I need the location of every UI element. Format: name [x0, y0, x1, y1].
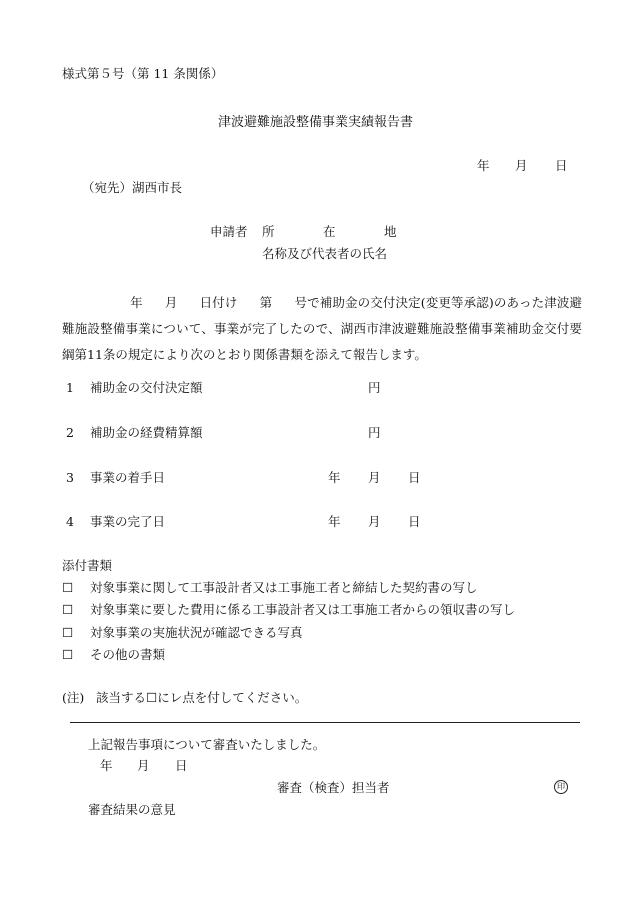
body-year: 年 [130, 295, 143, 310]
address-char-2: 在 [323, 224, 336, 239]
item-4-number: 4 [66, 514, 74, 529]
item-4-year: 年 [328, 514, 341, 529]
review-day: 日 [175, 758, 188, 773]
item-4-day: 日 [408, 514, 421, 529]
item-3-month: 月 [368, 470, 381, 485]
attachment-item-contract: 対象事業に関して工事設計者又は工事施工者と締結した契約書の写し [90, 580, 478, 595]
review-statement: 上記報告事項について審査いたしました。 [88, 737, 326, 752]
date-month: 月 [515, 158, 528, 173]
divider-line [70, 722, 580, 723]
item-3-year: 年 [328, 470, 341, 485]
attachment-item-receipt: 対象事業に要した費用に係る工事設計者又は工事施工者からの領収書の写し [90, 602, 516, 617]
date-year: 年 [477, 158, 490, 173]
item-3-day: 日 [408, 470, 421, 485]
item-4-month: 月 [368, 514, 381, 529]
review-opinion-label: 審査結果の意見 [88, 802, 176, 817]
item-3-number: 3 [66, 470, 74, 485]
address-char-1: 所 [262, 224, 275, 239]
review-officer-label: 審査（検査）担当者 [277, 780, 390, 795]
item-4-label: 事業の完了日 [90, 514, 166, 529]
attachment-checkbox[interactable]: ☐ [62, 647, 74, 662]
date-day: 日 [555, 158, 568, 173]
item-2-unit: 円 [368, 425, 381, 440]
seal-icon: 印 [554, 780, 568, 794]
body-paragraph [62, 290, 582, 368]
representative-name-label: 名称及び代表者の氏名 [262, 246, 388, 261]
applicant-label: 申請者 [210, 224, 248, 239]
body-number-prefix: 第 [259, 295, 273, 310]
item-2-number: 2 [66, 425, 74, 440]
review-year: 年 [100, 758, 113, 773]
item-2-label: 補助金の経費精算額 [90, 425, 203, 440]
attachment-checkbox[interactable]: ☐ [62, 580, 74, 595]
body-text: 号で補助金の交付決定(変更等承認)のあった津波避難施設整備事業について、事業が完了したので、湖西市津波避難施設整備事業補助金交付要綱第11条の規定により次のとおり関係書類を添えて報告します。 [62, 295, 582, 362]
attachment-checkbox[interactable]: ☐ [62, 602, 74, 617]
item-3-label: 事業の着手日 [90, 470, 166, 485]
attachment-checkbox[interactable]: ☐ [62, 625, 74, 640]
attachments-heading: 添付書類 [62, 558, 113, 573]
item-1-label: 補助金の交付決定額 [90, 380, 203, 395]
item-1-unit: 円 [368, 380, 381, 395]
note-text: 該当する☐にレ点を付してください。 [96, 690, 308, 705]
body-day-suffix: 日付け [199, 295, 238, 310]
review-month: 月 [137, 758, 150, 773]
attachment-item-photos: 対象事業の実施状況が確認できる写真 [90, 625, 303, 640]
note-prefix: (注) [62, 690, 85, 705]
addressee: （宛先）湖西市長 [82, 180, 183, 195]
form-number: 様式第５号（第 11 条関係） [62, 66, 224, 81]
body-month: 月 [164, 295, 178, 310]
item-1-number: 1 [66, 380, 74, 395]
address-char-3: 地 [384, 224, 397, 239]
document-title: 津波避難施設整備事業実績報告書 [218, 115, 414, 130]
attachment-item-other: その他の書類 [90, 647, 166, 662]
